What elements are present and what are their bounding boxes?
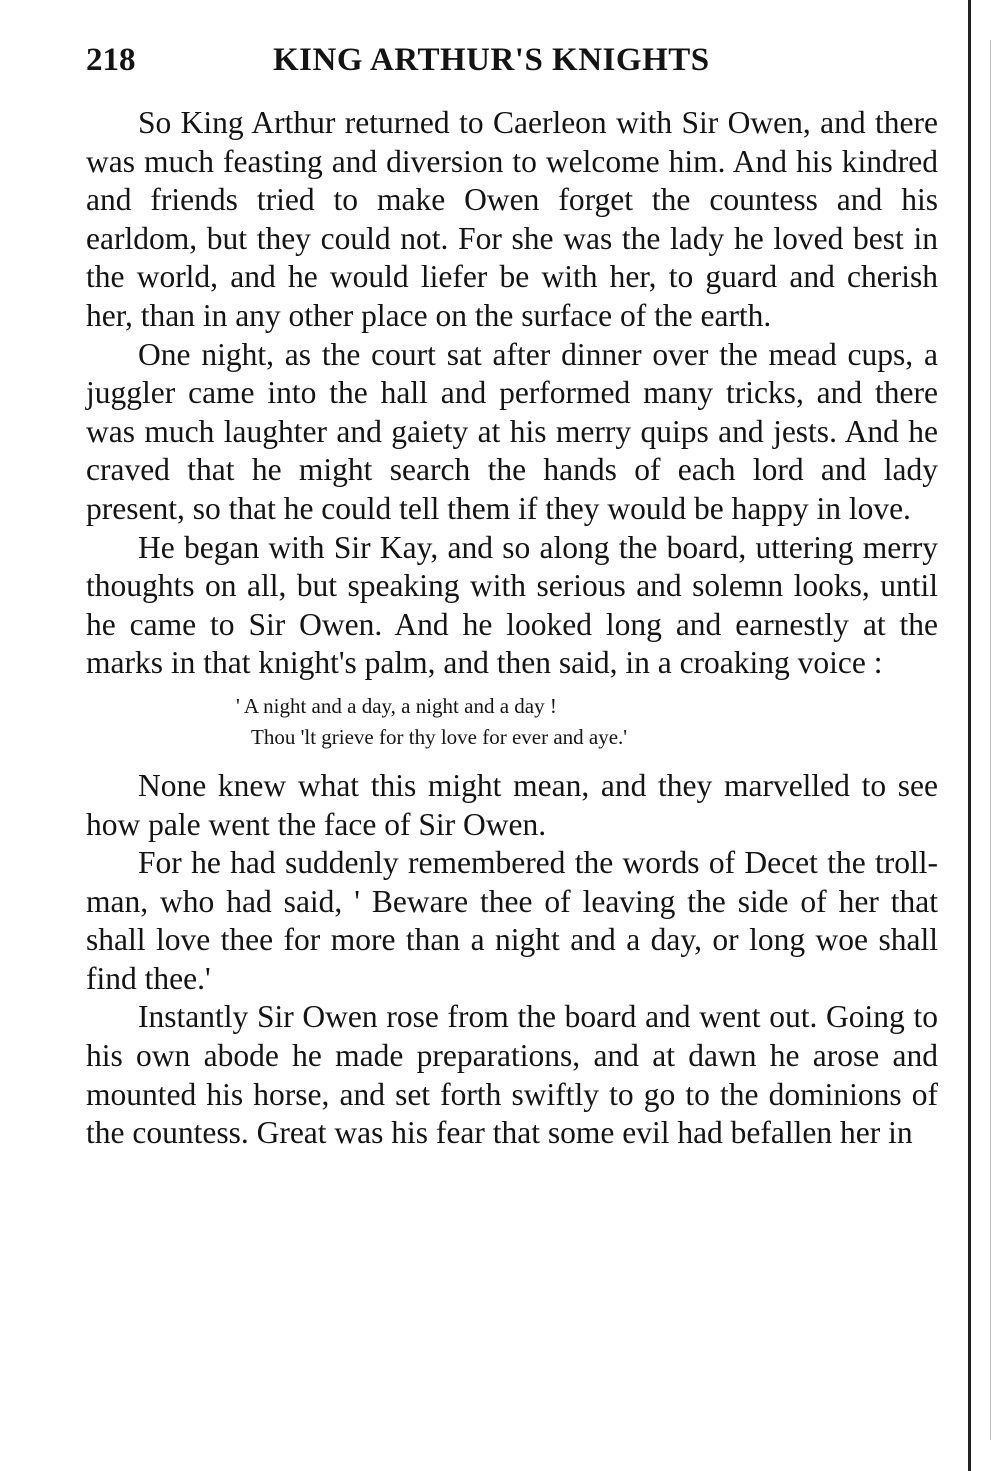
page-number: 218 — [86, 42, 136, 78]
paragraph-6: Instantly Sir Owen rose from the board and went out. Going to his own abode he made preparations, and at dawn he arose and mounted his horse, and set forth swiftly to go to the dominions of the countess. Great was his fear that some evil had befallen her in — [86, 999, 938, 1151]
running-title: KING ARTHUR'S KNIGHTS — [273, 42, 710, 78]
page-body — [86, 104, 938, 1153]
page-header — [86, 42, 946, 86]
paragraph-5: For he had suddenly remembered the words of Decet the troll-man, who had said, ' Beware thee of leaving the side of her that shall love thee for more than a night and a day, or long woe shall find thee.' — [86, 845, 938, 996]
verse-quote — [236, 691, 938, 753]
paragraph-2: One night, as the court sat after dinner over the mead cups, a juggler came into the hall and performed many tricks, and there was much laughter and gaiety at his merry quips and jests. And he craved that he might search the hands of each lord and lady present, so that he could tell them if they would be happy in love. — [86, 336, 938, 526]
paragraph-1: So King Arthur returned to Caerleon with Sir Owen, and there was much feasting and diversion to welcome him. And his kindred and friends tried to make Owen forget the countess and his earldom, but they could not. For she was the lady he loved best in the world, and he would liefer be with her, to guard and cherish her, than in any other place on the surface of the earth. — [86, 105, 938, 333]
page-edge-rule — [968, 0, 971, 1471]
paragraph-3: He began with Sir Kay, and so along the board, uttering merry thoughts on all, but speaking with serious and solemn looks, until he came to Sir Owen. And he looked long and earnestly at the marks in that knight's palm, and then said, in a croaking voice : — [86, 529, 938, 681]
verse-line-2: Thou 'lt grieve for thy love for ever and aye.' — [251, 724, 628, 749]
page-edge-shadow — [990, 40, 991, 1440]
paragraph-4: None knew what this might mean, and they marvelled to see how pale went the face of Sir Owen. — [86, 767, 938, 842]
verse-line-1: ' A night and a day, a night and a day ! — [236, 693, 557, 718]
